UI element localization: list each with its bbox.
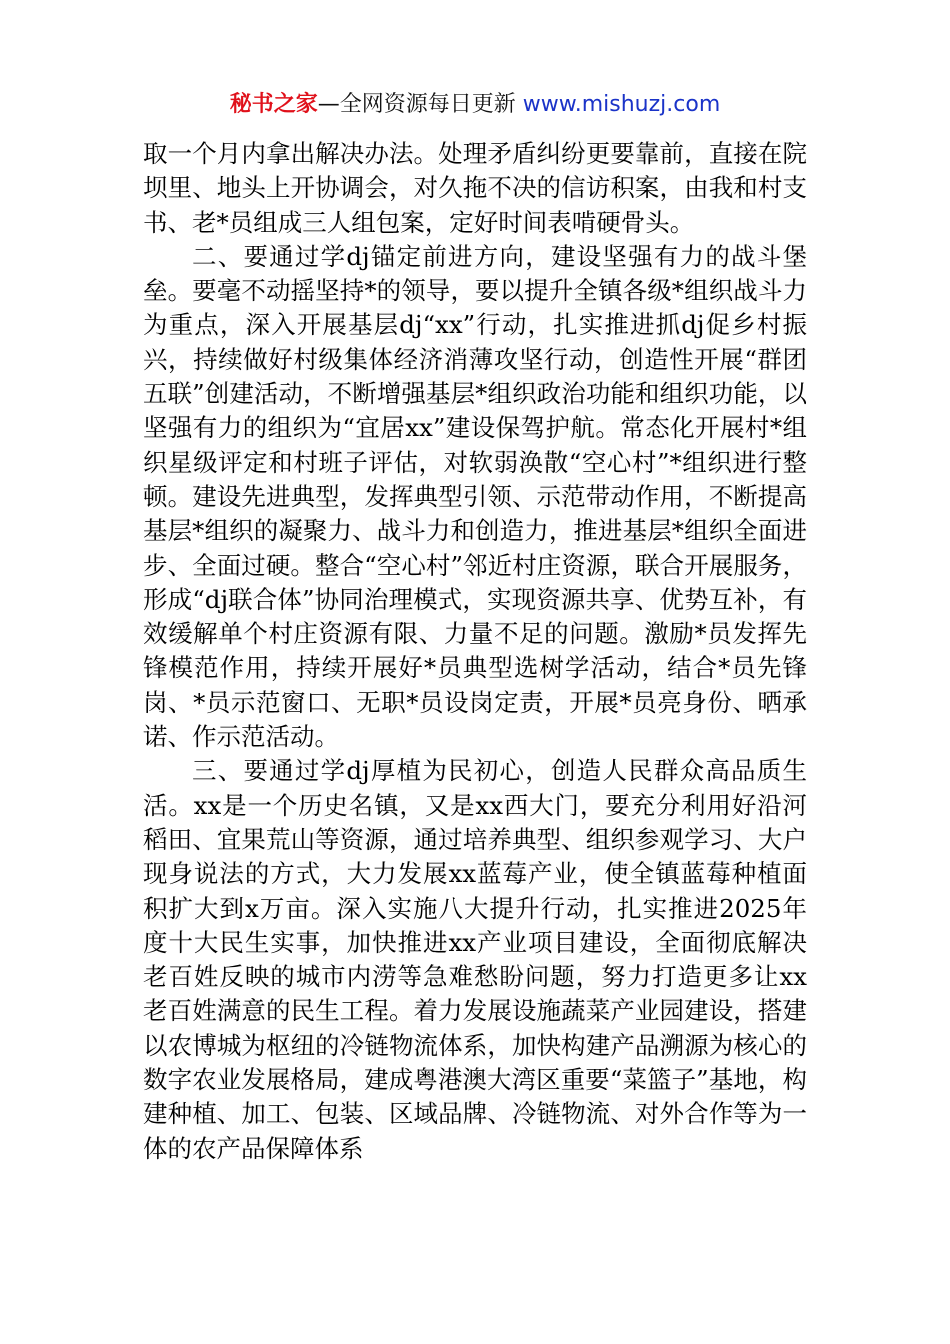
site-url-link[interactable]: www.mishuzj.com	[522, 92, 721, 117]
document-body	[143, 137, 807, 1166]
paragraph-section-three: 三、要通过学dj厚植为民初心，创造人民群众高品质生活。xx是一个历史名镇，又是xx西大门，要充分利用好沿河稻田、宜果荒山等资源，通过培养典型、组织参观学习、大户现身说法的方式，大力发展xx蓝莓产业，使全镇蓝莓种植面积扩大到x万亩。深入实施八大提升行动，扎实推进2025年度十大民生实事，加快推进xx产业项目建设，全面彻底解决老百姓反映的城市内涝等急难愁盼问题，努力打造更多让xx老百姓满意的民生工程。着力发展设施蔬菜产业园建设，搭建以农博城为枢纽的冷链物流体系，加快构建产品溯源为核心的数字农业发展格局，建成粤港澳大湾区重要“菜篮子”基地，构建种植、加工、包装、区域品牌、冷链物流、对外合作等为一体的农产品保障体系	[143, 756, 807, 1163]
paragraph-section-two: 二、要通过学dj锚定前进方向，建设坚强有力的战斗堡垒。要毫不动摇坚持*的领导，要以提升全镇各级*组织战斗力为重点，深入开展基层dj“xx”行动，扎实推进抓dj促乡村振兴，持续做好村级集体经济消薄攻坚行动，创造性开展“群团五联”创建活动，不断增强基层*组织政治功能和组织功能，以坚强有力的组织为“宜居xx”建设保驾护航。常态化开展村*组织星级评定和村班子评估，对软弱涣散“空心村”*组织进行整顿。建设先进典型，发挥典型引领、示范带动作用，不断提高基层*组织的凝聚力、战斗力和创造力，推进基层*组织全面进步、全面过硬。整合“空心村”邻近村庄资源，联合开展服务，形成“dj联合体”协同治理模式，实现资源共享、优势互补，有效缓解单个村庄资源有限、力量不足的问题。激励*员发挥先锋模范作用，持续开展好*员典型选树学活动，结合*员先锋岗、*员示范窗口、无职*员设岗定责，开展*员亮身份、晒承诺、作示范活动。	[143, 241, 807, 752]
site-tagline: —全网资源每日更新	[317, 92, 523, 117]
page-header	[0, 88, 950, 122]
paragraph-continuation: 取一个月内拿出解决办法。处理矛盾纠纷更要靠前，直接在院坝里、地头上开协调会，对久拖不决的信访积案，由我和村支书、老*员组成三人组包案，定好时间表啃硬骨头。	[143, 139, 807, 237]
site-brand: 秘书之家	[229, 92, 318, 117]
